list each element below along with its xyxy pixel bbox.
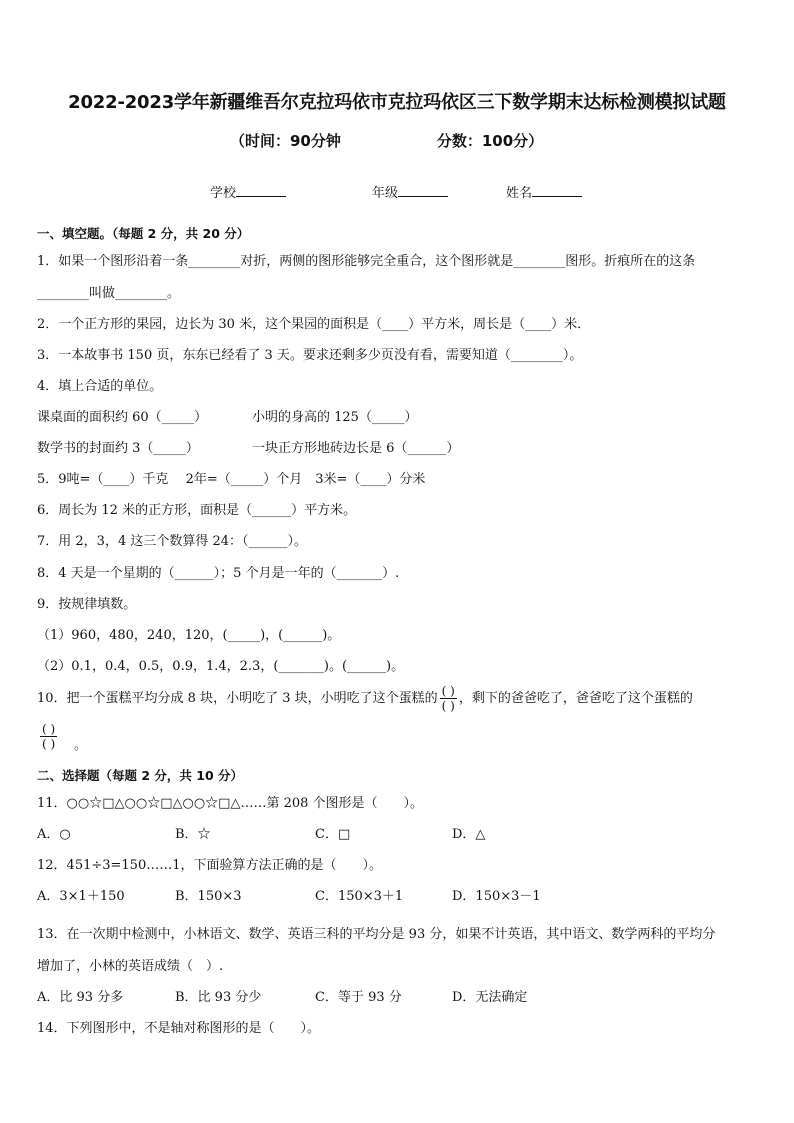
time-limit: （时间：90分钟 [230, 132, 341, 150]
q11-option-a[interactable]: A．○ [37, 827, 71, 842]
question-1-line-2: ________叫做________。 [37, 286, 181, 301]
fraction-blank-1[interactable] [440, 684, 457, 713]
name-label: 姓名 [506, 186, 533, 201]
grade-field[interactable] [372, 182, 448, 201]
question-2: 2．一个正方形的果园，边长为 30 米，这个果园的面积是（____）平方米，周长是（____）米． [37, 317, 591, 332]
question-10-text-1: 10．把一个蛋糕平均分成 8 块，小明吃了 3 块，小明吃了这个蛋糕的 [37, 691, 438, 706]
name-field[interactable] [506, 182, 582, 201]
q13-option-a[interactable]: A．比 93 分多 [37, 990, 124, 1005]
q12-option-a[interactable]: A．3×1＋150 [37, 889, 125, 904]
q12-option-c[interactable]: C．150×3＋1 [315, 889, 404, 904]
fraction-blank-2[interactable] [40, 722, 57, 751]
fraction-numerator: ( ) [441, 684, 455, 698]
fraction-numerator: ( ) [42, 722, 56, 736]
question-10-end: 。 [74, 738, 88, 753]
question-9-part-2: （2）0.1，0.4，0.5，0.9，1.4，2.3，(_______)。(______)。 [37, 659, 405, 674]
school-field[interactable] [210, 182, 286, 201]
section-heading-choice: 二、选择题（每题 2 分，共 10 分） [37, 768, 244, 783]
question-4: 4．填上合适的单位。 [37, 379, 163, 394]
q11-option-c[interactable]: C．□ [315, 827, 351, 842]
question-8: 8．4 天是一个星期的（______）；5 个月是一年的（_______）. [37, 566, 400, 581]
question-14: 14．下列图形中，不是轴对称图形的是（ ）。 [37, 1021, 321, 1036]
grade-label: 年级 [372, 186, 399, 201]
q13-option-b[interactable]: B．比 93 分少 [175, 990, 262, 1005]
q12-option-d[interactable]: D．150×3－1 [452, 889, 541, 904]
q13-option-d[interactable]: D．无法确定 [452, 990, 528, 1005]
question-4-item-2: 小明的身高的 125（_____） [252, 410, 418, 425]
total-score: 分数：100分） [436, 132, 544, 150]
question-3: 3．一本故事书 150 页，东东已经看了 3 天。要求还剩多少页没有看，需要知道（________）。 [37, 348, 583, 363]
question-10 [37, 684, 693, 713]
question-5: 5．9吨=（____）千克 2年=（_____）个月 3米=（____）分米 [37, 472, 426, 487]
question-13-line-2: 增加了，小林的英语成绩（ ）. [37, 959, 224, 974]
school-label: 学校 [210, 186, 237, 201]
question-1-line-1: 1．如果一个图形沿着一条________对折，两侧的图形能够完全重合，这个图形就是________图形。折痕所在的这条 [37, 254, 696, 269]
section-heading-fill-in: 一、填空题。（每题 2 分，共 20 分） [37, 226, 250, 241]
question-11: 11．○○☆□△○○☆□△○○☆□△……第 208 个图形是（ ）。 [37, 796, 424, 811]
question-4-item-3: 数学书的封面约 3（_____） [37, 441, 199, 456]
q12-option-b[interactable]: B．150×3 [175, 889, 242, 904]
exam-title: 2022-2023学年新疆维吾尔克拉玛依市克拉玛依区三下数学期末达标检测模拟试题 [68, 92, 726, 113]
q11-option-b[interactable]: B．☆ [175, 827, 211, 842]
fraction-denominator: ( ) [441, 699, 455, 713]
question-9-part-1: （1）960，480，240，120，(_____)，(______)。 [37, 628, 341, 643]
question-10-text-2: ，剩下的爸爸吃了，爸爸吃了这个蛋糕的 [458, 691, 693, 706]
question-13-line-1: 13．在一次期中检测中，小林语文、数学、英语三科的平均分是 93 分，如果不计英语，其中语文、数学两科的平均分 [37, 927, 716, 942]
q11-option-d[interactable]: D．△ [452, 827, 486, 842]
question-9: 9．按规律填数。 [37, 597, 137, 612]
q13-option-c[interactable]: C．等于 93 分 [315, 990, 402, 1005]
question-7: 7．用 2，3，4 这三个数算得 24：（______）。 [37, 534, 308, 549]
question-4-item-4: 一块正方形地砖边长是 6（______） [252, 441, 460, 456]
question-4-item-1: 课桌面的面积约 60（_____） [37, 410, 208, 425]
exam-subtitle [230, 130, 543, 151]
question-6: 6．周长为 12 米的正方形，面积是（______）平方米。 [37, 503, 357, 518]
fraction-denominator: ( ) [42, 737, 56, 751]
question-12: 12．451÷3=150……1，下面验算方法正确的是（ ）。 [37, 858, 382, 873]
